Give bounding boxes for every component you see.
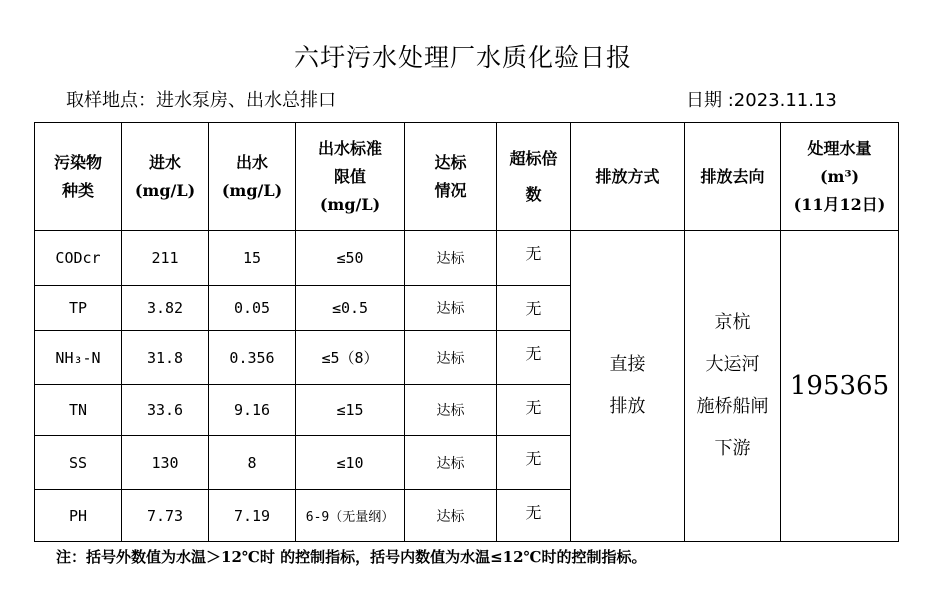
report-date: 日期 :2023.11.13 (686, 90, 837, 111)
effluent-cell: 9.16 (209, 385, 296, 436)
header-influent: 进水 (mg/L) (122, 123, 209, 231)
effluent-cell: 0.356 (209, 331, 296, 385)
exceed-cell: 无 (497, 286, 571, 331)
status-cell: 达标 (405, 385, 497, 436)
limit-cell: ≤0.5 (296, 286, 405, 331)
effluent-cell: 15 (209, 231, 296, 286)
status-cell: 达标 (405, 331, 497, 385)
header-discharge-method: 排放方式 (571, 123, 685, 231)
pollutant-cell: TP (35, 286, 122, 331)
status-cell: 达标 (405, 286, 497, 331)
status-cell: 达标 (405, 231, 497, 286)
influent-cell: 3.82 (122, 286, 209, 331)
status-cell: 达标 (405, 436, 497, 490)
effluent-cell: 7.19 (209, 490, 296, 542)
pollutant-cell: CODcr (35, 231, 122, 286)
influent-cell: 130 (122, 436, 209, 490)
header-compliance: 达标 情况 (405, 123, 497, 231)
exceed-cell: 无 (497, 231, 571, 286)
header-volume: 处理水量 (m³) (11月12日) (781, 123, 899, 231)
influent-cell: 31.8 (122, 331, 209, 385)
effluent-cell: 8 (209, 436, 296, 490)
sampling-location: 取样地点：进水泵房、出水总排口 (66, 90, 336, 111)
header-pollutant: 污染物 种类 (35, 123, 122, 231)
influent-cell: 33.6 (122, 385, 209, 436)
header-limit: 出水标准 限值 (mg/L) (296, 123, 405, 231)
status-cell: 达标 (405, 490, 497, 542)
header-row (35, 123, 899, 231)
exceed-cell: 无 (497, 436, 571, 490)
exceed-cell: 无 (497, 490, 571, 542)
limit-cell: ≤10 (296, 436, 405, 490)
limit-cell: ≤50 (296, 231, 405, 286)
discharge-direction-cell: 京杭 大运河 施桥船闸 下游 (685, 231, 781, 542)
water-quality-table (34, 122, 899, 542)
footnote: 注：括号外数值为水温＞12℃时 的控制指标，括号内数值为水温≤12℃时的控制指标。 (56, 548, 647, 566)
header-exceed: 超标倍 数 (497, 123, 571, 231)
influent-cell: 7.73 (122, 490, 209, 542)
pollutant-cell: PH (35, 490, 122, 542)
pollutant-cell: NH₃-N (35, 331, 122, 385)
header-discharge-direction: 排放去向 (685, 123, 781, 231)
volume-cell: 195365 (781, 231, 899, 542)
pollutant-cell: SS (35, 436, 122, 490)
exceed-cell: 无 (497, 331, 571, 385)
exceed-cell: 无 (497, 385, 571, 436)
influent-cell: 211 (122, 231, 209, 286)
limit-cell: 6-9（无量纲） (296, 490, 405, 542)
limit-cell: ≤15 (296, 385, 405, 436)
table-row (35, 231, 899, 286)
pollutant-cell: TN (35, 385, 122, 436)
limit-cell: ≤5（8） (296, 331, 405, 385)
discharge-method-cell: 直接 排放 (571, 231, 685, 542)
effluent-cell: 0.05 (209, 286, 296, 331)
report-title: 六圩污水处理厂水质化验日报 (293, 43, 632, 72)
header-effluent: 出水 (mg/L) (209, 123, 296, 231)
